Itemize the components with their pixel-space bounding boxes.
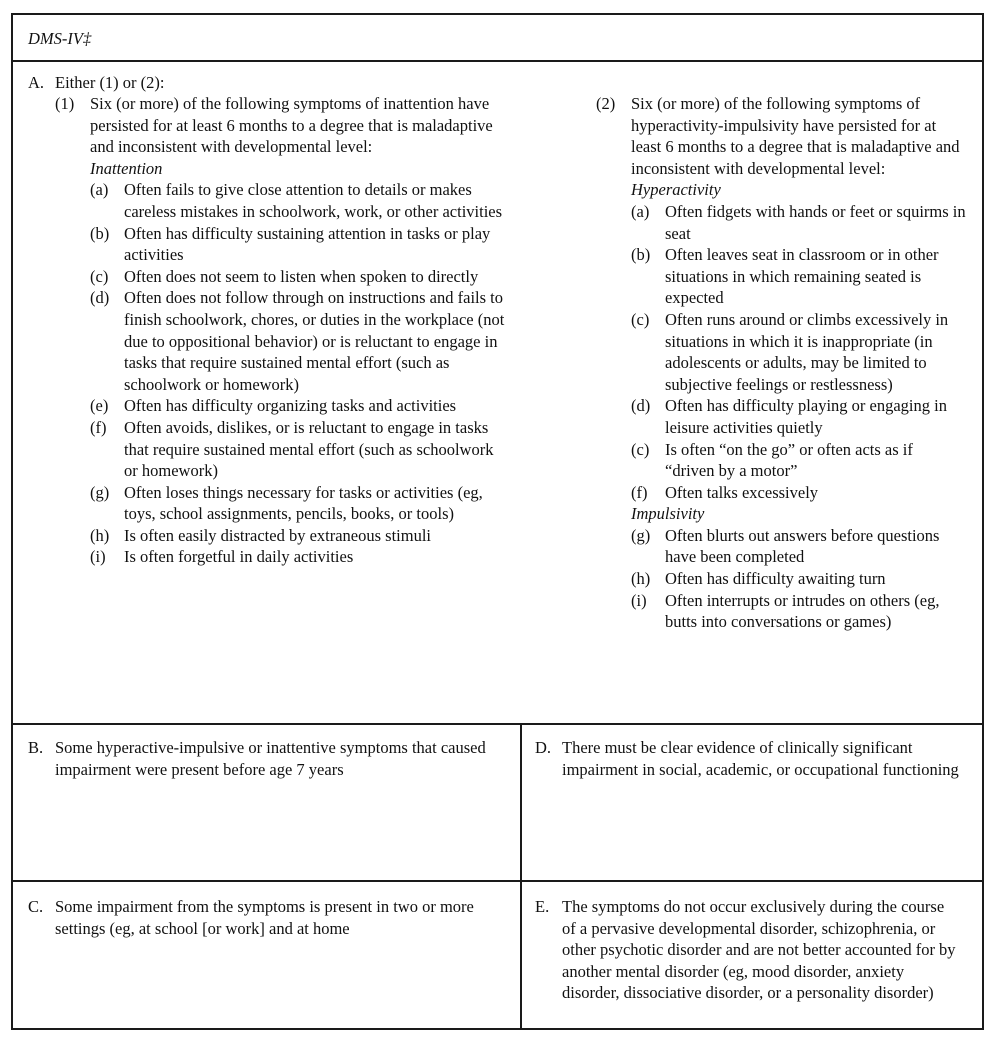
group1-header xyxy=(55,93,510,568)
section-e-text: The symptoms do not occur exclusively during the course of a pervasive developmental disorder, schizophrenia, or other psychotic disorder and are not better accounted for by another mental disorder (eg, mood disorder, anxiety disorder, dissociative disorder, or a personality disorder) xyxy=(562,897,956,1003)
inattention-list xyxy=(90,179,510,568)
list-item xyxy=(90,482,510,525)
item-label: (c) xyxy=(631,439,650,459)
item-text: Often runs around or climbs excessively in situations in which it is inappropriate (in adolescents or adults, may be limited to subjective feelings or restlessness) xyxy=(665,309,949,394)
section-d xyxy=(535,737,960,780)
list-item xyxy=(631,244,966,309)
row-b-d xyxy=(13,725,982,882)
item-label: (i) xyxy=(631,590,647,610)
item-label: (g) xyxy=(631,525,651,545)
list-item xyxy=(90,395,510,417)
list-item xyxy=(631,590,966,633)
list-item xyxy=(631,525,966,568)
section-b-label: B. xyxy=(28,738,44,757)
section-c xyxy=(28,896,508,939)
item-text: Often does not seem to listen when spoken to directly xyxy=(124,266,479,286)
item-text: Is often easily distracted by extraneous stimuli xyxy=(124,525,432,545)
row-c-e xyxy=(13,882,982,1028)
group2-header xyxy=(596,93,966,633)
item-text: Often avoids, dislikes, or is reluctant to engage in tasks that require sustained mental effort (such as schoolwork or homework) xyxy=(124,417,494,481)
item-label: (e) xyxy=(90,396,109,416)
group1-subheading: Inattention xyxy=(90,158,163,178)
group2-subheading-impulsivity: Impulsivity xyxy=(631,504,705,524)
item-label: (g) xyxy=(90,482,110,502)
column-divider xyxy=(520,725,522,880)
group1-text: Six (or more) of the following symptoms of inattention have persisted for at least 6 months to a degree that is maladaptive and inconsistent with developmental level: xyxy=(90,94,493,157)
group2-subheading-hyperactivity: Hyperactivity xyxy=(631,180,721,200)
item-text: Often loses things necessary for tasks or activities (eg, toys, school assignments, pencils, books, or tools) xyxy=(124,482,483,524)
group2-label: (2) xyxy=(596,94,616,113)
item-text: Often does not follow through on instructions and fails to finish schoolwork, chores, or duties in the workplace (not due to oppositional behavior) or is reluctant to engage in tasks that require sustained mental effort (such as schoolwork or homework) xyxy=(124,288,505,394)
table-header xyxy=(13,15,982,62)
list-item xyxy=(631,568,966,590)
item-label: (c) xyxy=(90,266,109,286)
item-label: (f) xyxy=(90,417,107,437)
section-c-text: Some impairment from the symptoms is present in two or more settings (eg, at school [or work] and at home xyxy=(55,897,474,938)
list-item xyxy=(631,201,966,244)
item-label: (a) xyxy=(631,201,650,221)
item-text: Often has difficulty organizing tasks and activities xyxy=(124,396,457,416)
inattention-group xyxy=(55,93,510,568)
item-label: (h) xyxy=(631,569,651,589)
group2-text: Six (or more) of the following symptoms of hyperactivity-impulsivity have persisted for at least 6 months to a degree that is maladaptive and inconsistent with developmental level: xyxy=(631,94,960,178)
section-e-label: E. xyxy=(535,897,550,916)
item-text: Often fidgets with hands or feet or squirms in seat xyxy=(665,201,966,243)
section-a-label: A. xyxy=(28,73,45,92)
section-e xyxy=(535,896,960,1004)
list-item xyxy=(90,546,510,568)
item-label: (c) xyxy=(631,309,650,329)
item-label: (a) xyxy=(90,180,109,200)
list-item xyxy=(631,309,966,395)
list-item xyxy=(631,439,966,482)
list-item xyxy=(90,417,510,482)
item-label: (b) xyxy=(631,245,651,265)
item-text: Often has difficulty awaiting turn xyxy=(665,569,886,589)
section-b-text: Some hyperactive-impulsive or inattentive symptoms that caused impairment were present before age 7 years xyxy=(55,738,486,779)
item-text: Is often forgetful in daily activities xyxy=(124,547,354,567)
item-text: Often leaves seat in classroom or in other situations in which remaining seated is expected xyxy=(665,245,939,308)
list-item xyxy=(90,223,510,266)
section-a-intro-text: Either (1) or (2): xyxy=(55,73,165,92)
hyperactivity-group xyxy=(596,93,966,633)
list-item xyxy=(90,179,510,222)
item-text: Often interrupts or intrudes on others (eg, butts into conversations or games) xyxy=(665,590,940,632)
item-label: (i) xyxy=(90,547,106,567)
section-b xyxy=(28,737,508,780)
item-label: (f) xyxy=(631,482,648,502)
section-d-text: There must be clear evidence of clinically significant impairment in social, academic, or occupational functioning xyxy=(562,738,959,779)
item-text: Often has difficulty playing or engaging in leisure activities quietly xyxy=(665,396,947,437)
item-text: Often fails to give close attention to details or makes careless mistakes in schoolwork, work, or other activities xyxy=(124,180,503,221)
group1-label: (1) xyxy=(55,94,75,113)
item-label: (b) xyxy=(90,223,110,243)
impulsivity-list xyxy=(631,525,966,633)
column-divider xyxy=(520,882,522,1028)
criteria-table xyxy=(11,13,984,1030)
list-item xyxy=(631,482,966,504)
item-label: (d) xyxy=(631,396,651,416)
list-item xyxy=(90,525,510,547)
section-a-intro xyxy=(28,72,498,94)
list-item xyxy=(631,395,966,438)
list-item xyxy=(90,266,510,288)
item-text: Often talks excessively xyxy=(665,482,819,502)
section-c-label: C. xyxy=(28,897,44,916)
section-d-label: D. xyxy=(535,738,552,757)
item-text: Often blurts out answers before questions have been completed xyxy=(665,525,940,567)
list-item xyxy=(90,287,510,395)
hyperactivity-list xyxy=(631,201,966,503)
item-label: (d) xyxy=(90,288,110,308)
item-text: Is often “on the go” or often acts as if “driven by a motor” xyxy=(665,439,913,481)
table-title: DMS-IV‡ xyxy=(28,29,92,48)
section-a xyxy=(13,62,982,725)
item-label: (h) xyxy=(90,525,110,545)
item-text: Often has difficulty sustaining attention in tasks or play activities xyxy=(124,223,491,265)
